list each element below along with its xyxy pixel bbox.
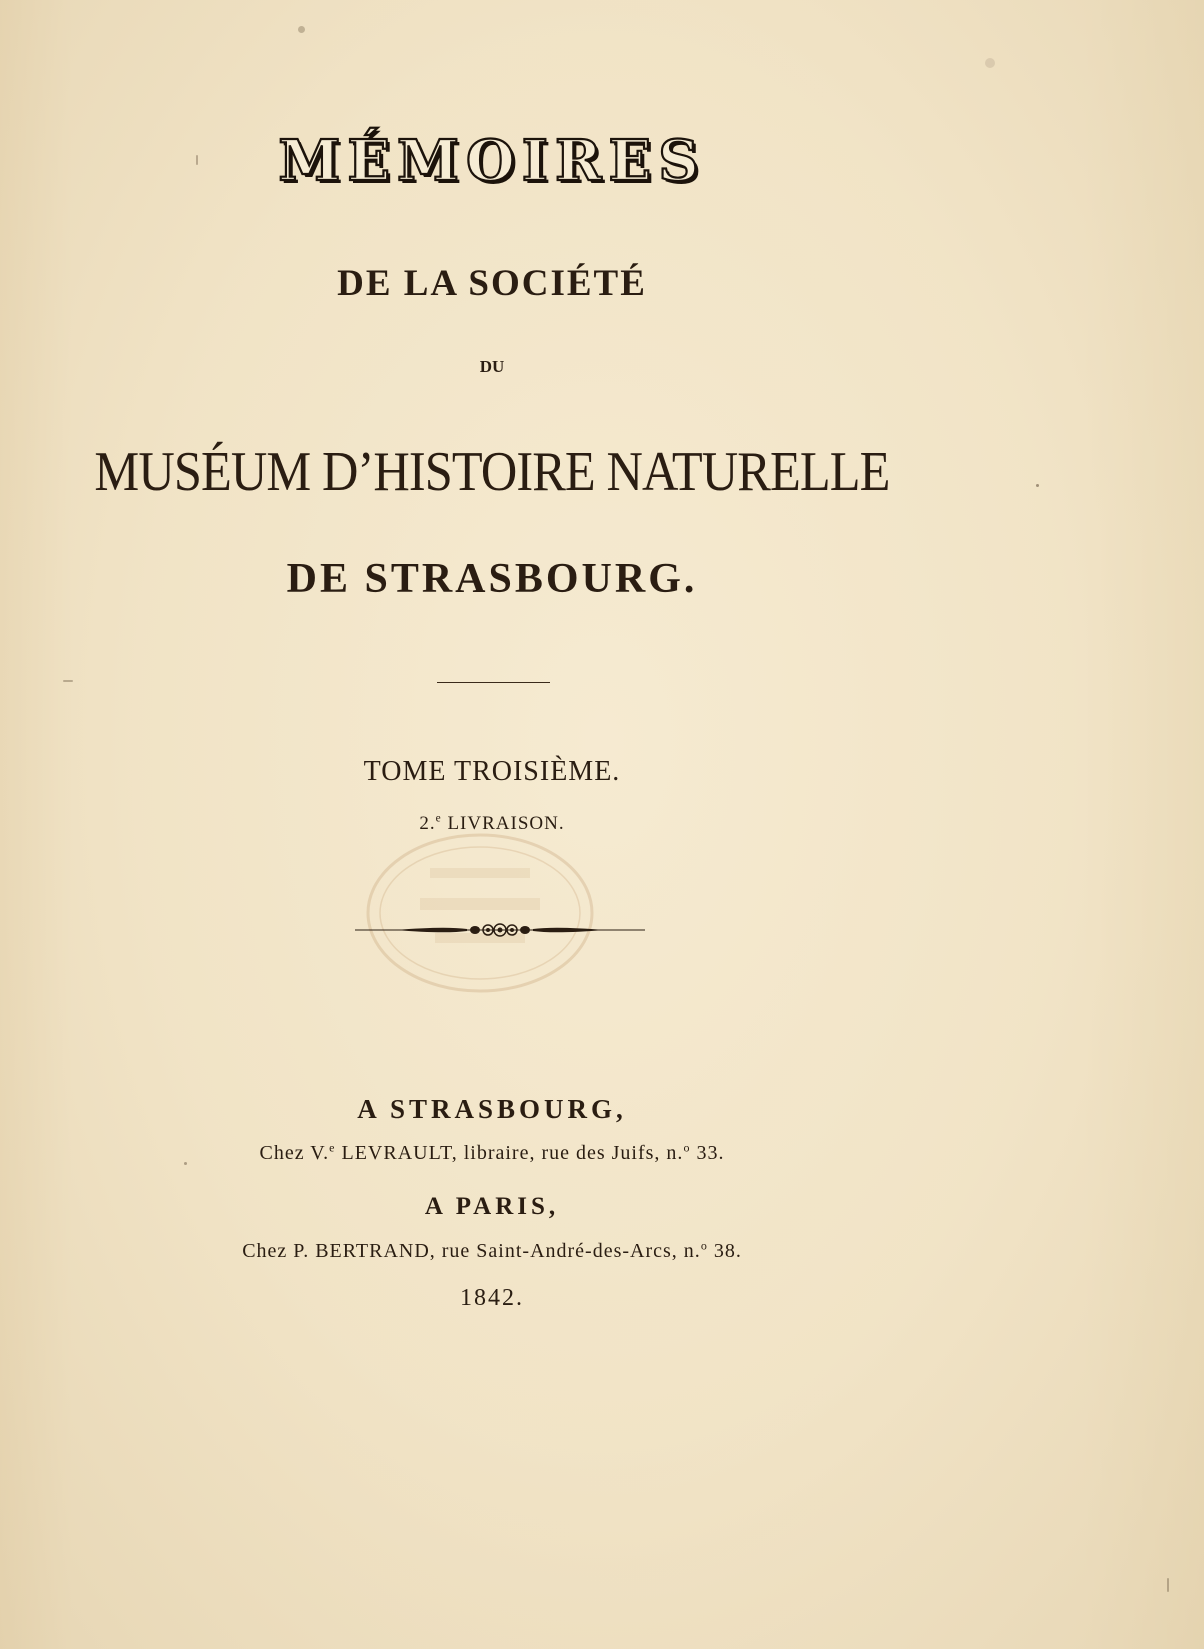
issue-label bbox=[0, 813, 984, 835]
publisher-2-rest: Chez P. BERTRAND, rue Saint-André-des-Arcs, n. bbox=[242, 1240, 701, 1262]
paper-speck bbox=[1167, 1578, 1169, 1592]
paper-speck bbox=[1036, 484, 1039, 487]
publisher-2-number: 38. bbox=[713, 1240, 742, 1262]
paper-speck bbox=[985, 58, 995, 68]
publisher-2-no-sup: o bbox=[700, 1238, 708, 1253]
museum-title-city: DE STRASBOURG. bbox=[286, 556, 698, 602]
museum-title: MUSÉUM D’HISTOIRE NATURELLE bbox=[94, 441, 890, 503]
series-title: MÉMOIRES bbox=[278, 128, 706, 194]
issue-number-sup: e bbox=[435, 812, 442, 825]
ornamental-rule-icon bbox=[355, 918, 645, 942]
imprint-city-paris: A PARIS, bbox=[424, 1193, 560, 1220]
publisher-1-number: 33. bbox=[696, 1142, 725, 1164]
imprint-year: 1842. bbox=[460, 1285, 524, 1311]
issue-text: LIVRAISON. bbox=[447, 813, 565, 834]
publisher-1-prefix: Chez V. bbox=[259, 1142, 330, 1164]
issue-number: 2. bbox=[419, 813, 436, 834]
paper-speck bbox=[298, 26, 305, 33]
library-stamp bbox=[360, 828, 600, 998]
imprint-publisher-strasbourg bbox=[0, 1142, 984, 1165]
subtitle-du: DU bbox=[479, 357, 505, 376]
publisher-1-rest: LEVRAULT, libraire, rue des Juifs, n. bbox=[341, 1142, 684, 1164]
publisher-1-no-sup: o bbox=[683, 1140, 691, 1155]
paper-speck bbox=[63, 680, 73, 682]
paper-speck bbox=[196, 155, 198, 165]
imprint-city-strasbourg: A STRASBOURG, bbox=[357, 1094, 627, 1124]
paper-speck bbox=[184, 1162, 187, 1165]
volume-label: TOME TROISIÈME. bbox=[363, 756, 621, 787]
subtitle-societe: DE LA SOCIÉTÉ bbox=[337, 263, 647, 304]
publisher-1-sup: e bbox=[329, 1140, 336, 1155]
imprint-publisher-paris bbox=[0, 1240, 984, 1263]
divider-rule bbox=[437, 682, 550, 683]
